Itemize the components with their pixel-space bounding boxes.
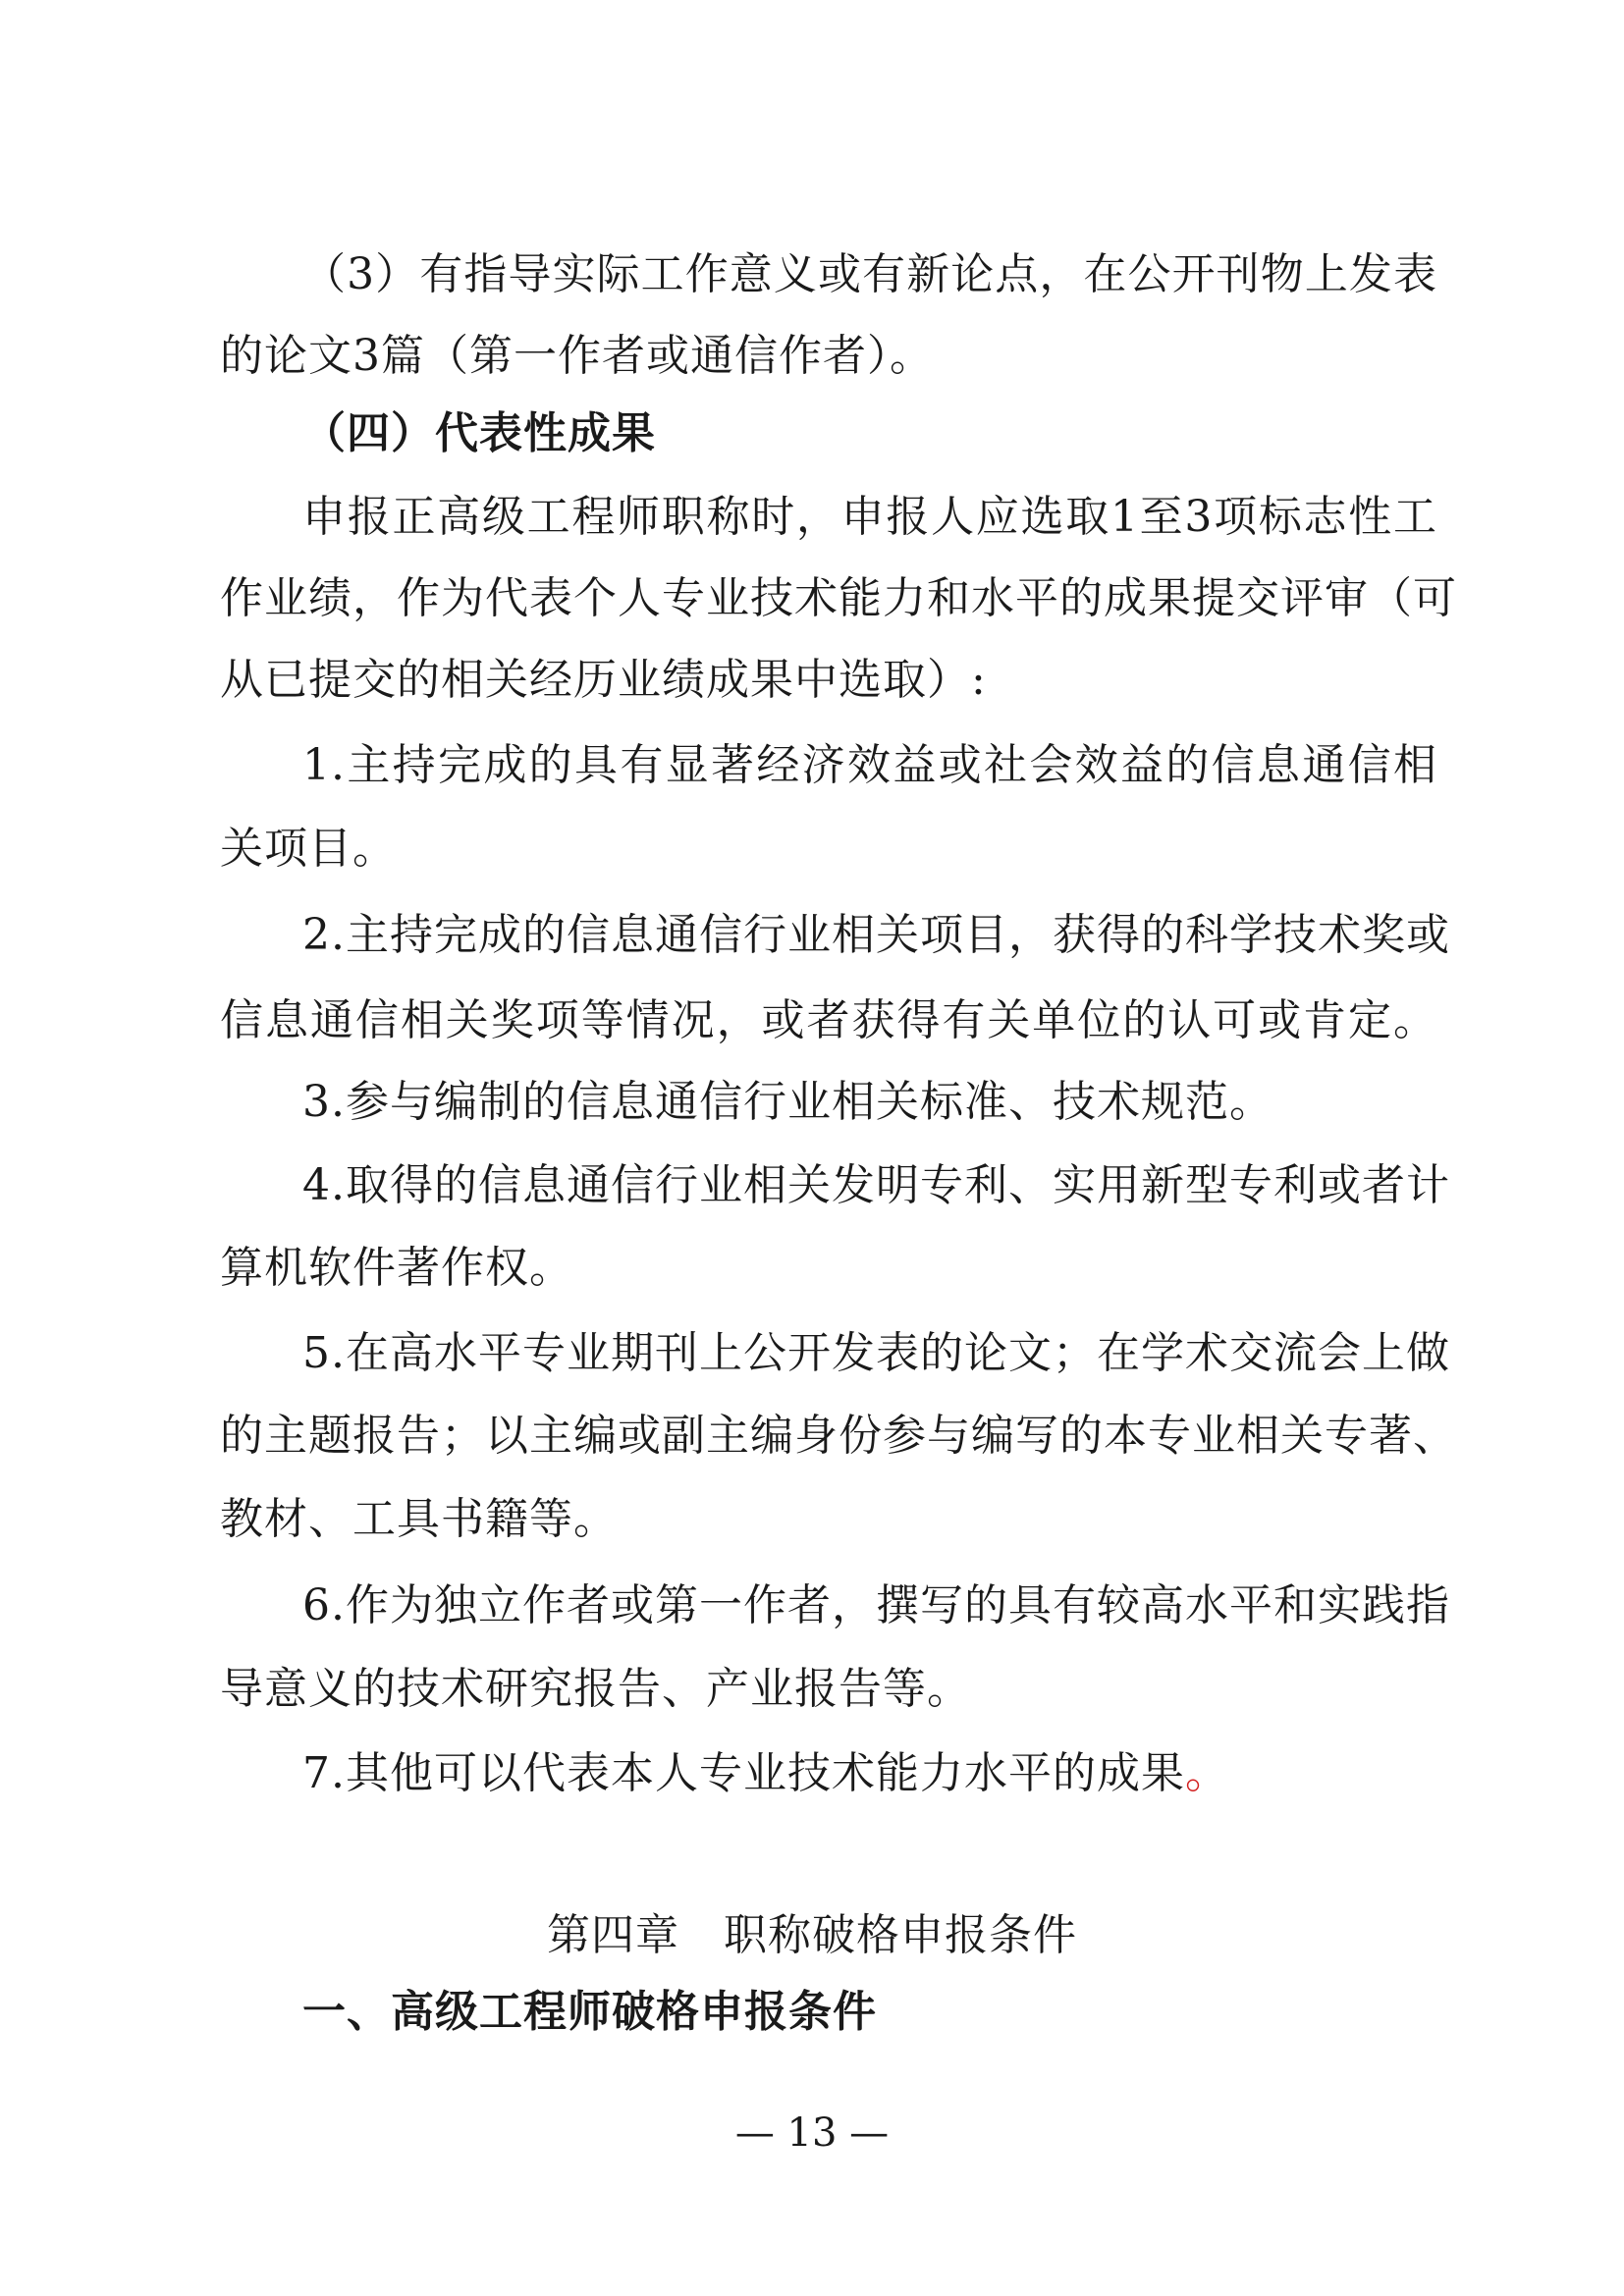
page-number: — 13 — bbox=[734, 2110, 890, 2156]
paragraph-3-line-1: （3）有指导实际工作意义或有新论点，在公开刊物上发表 bbox=[302, 249, 1437, 299]
item-7-red-period: 。 bbox=[1184, 1748, 1229, 1798]
item-6-line-2: 导意义的技术研究报告、产业报告等。 bbox=[220, 1664, 971, 1714]
item-2-line-2: 信息通信相关奖项等情况，或者获得有关单位的认可或肯定。 bbox=[220, 995, 1437, 1045]
item-2-line-1: 2.主持完成的信息通信行业相关项目，获得的科学技术奖或 bbox=[302, 910, 1450, 960]
intro-line-2: 作业绩，作为代表个人专业技术能力和水平的成果提交评审（可 bbox=[220, 573, 1457, 623]
item-7-text: 7.其他可以代表本人专业技术能力水平的成果 bbox=[302, 1748, 1185, 1798]
item-1-line-2: 关项目。 bbox=[220, 824, 397, 874]
paragraph-3-line-2: 的论文3篇（第一作者或通信作者）。 bbox=[220, 331, 934, 381]
item-3-line-1: 3.参与编制的信息通信行业相关标准、技术规范。 bbox=[302, 1077, 1273, 1127]
item-6-line-1: 6.作为独立作者或第一作者，撰写的具有较高水平和实践指 bbox=[302, 1580, 1450, 1630]
item-4-line-1: 4.取得的信息通信行业相关发明专利、实用新型专利或者计 bbox=[302, 1160, 1450, 1210]
item-5-line-2: 的主题报告；以主编或副主编身份参与编写的本专业相关专著、 bbox=[220, 1411, 1457, 1461]
intro-line-3: 从已提交的相关经历业绩成果中选取）: bbox=[220, 655, 987, 705]
chapter-title: 第四章 职称破格申报条件 bbox=[547, 1910, 1077, 1960]
intro-line-1: 申报正高级工程师职称时，申报人应选取1至3项标志性工 bbox=[302, 492, 1437, 542]
item-5-line-1: 5.在高水平专业期刊上公开发表的论文；在学术交流会上做 bbox=[302, 1328, 1450, 1378]
section-title: 一、高级工程师破格申报条件 bbox=[302, 1987, 877, 2037]
item-5-line-3: 教材、工具书籍等。 bbox=[220, 1494, 618, 1544]
subsection-title-4: （四）代表性成果 bbox=[302, 408, 656, 458]
item-7-line-1 bbox=[302, 1744, 1437, 1803]
item-1-line-1: 1.主持完成的具有显著经济效益或社会效益的信息通信相 bbox=[302, 740, 1437, 790]
item-4-line-2: 算机软件著作权。 bbox=[220, 1243, 573, 1293]
